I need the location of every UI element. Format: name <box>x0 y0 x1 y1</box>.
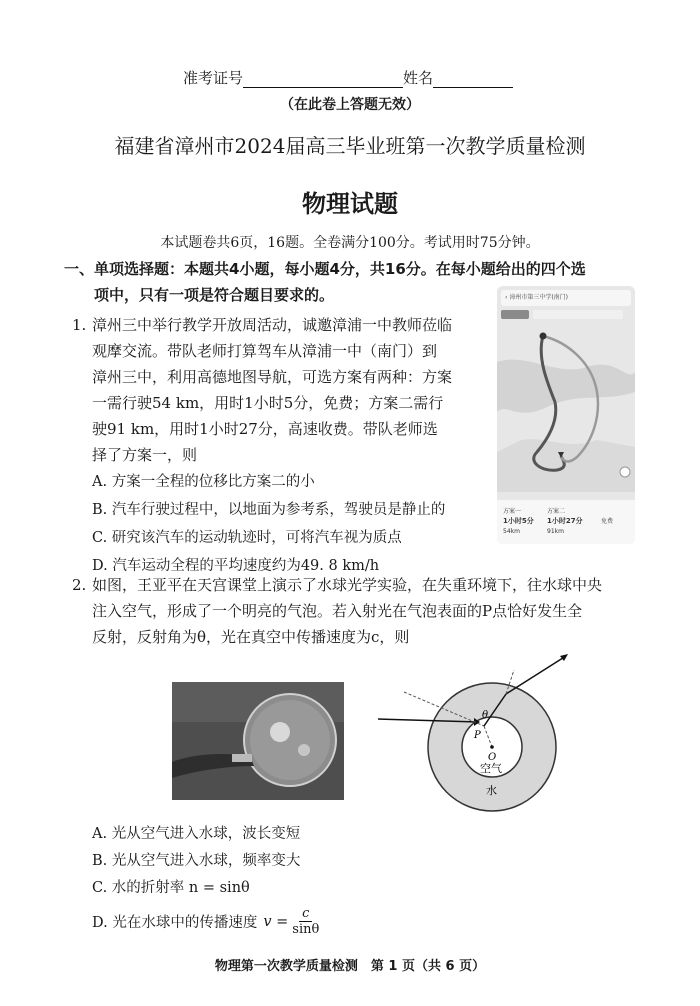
route-summary-panel <box>497 500 635 544</box>
name-label: 姓名 <box>403 69 434 87</box>
question-2-number: 2. <box>72 576 87 594</box>
q2-option-d-lhs: v = <box>263 913 289 930</box>
plan-1-label: 方案一 <box>503 508 522 515</box>
refracted-ray <box>506 656 566 694</box>
q1-option-b[interactable]: B. 汽车行驶过程中，以地面为参考系，驾驶员是静止的 <box>92 502 446 518</box>
q2-line: 反射，反射角为θ，光在真空中传播速度为c，则 <box>92 628 410 646</box>
plan-2-time[interactable]: 1小时27分 <box>547 517 583 525</box>
water-ball-photo-art <box>172 682 344 800</box>
q2-option-d[interactable] <box>92 906 319 937</box>
navigation-map-screenshot <box>497 286 635 544</box>
plan-2-label: 方案二 <box>547 508 566 515</box>
q1-option-d[interactable]: D. 汽车运动全程的平均速度约为49. 8 km/h <box>92 558 380 574</box>
plan-1-distance: 54km <box>503 528 520 535</box>
water-label: 水 <box>486 784 497 797</box>
angle-theta-label: θ <box>482 710 489 721</box>
section-heading-line1: 一、单项选择题：本题共4小题，每小题4分，共16分。在每小题给出的四个选 <box>64 260 586 278</box>
question-2-options <box>92 821 300 902</box>
map-region <box>497 360 635 413</box>
exam-title: 福建省漳州市2024届高三毕业班第一次教学质量检测 <box>114 134 586 158</box>
locate-icon[interactable] <box>620 467 630 477</box>
section-heading-line2: 项中，只有一项是符合题目要求的。 <box>94 286 335 304</box>
air-label: 空气 <box>480 762 502 775</box>
center-point-icon <box>490 745 494 749</box>
q1-line: 漳州三中，利用高德地图导航，可选方案有两种：方案 <box>92 368 453 386</box>
back-icon: ‹ <box>505 294 510 301</box>
start-marker-icon <box>540 333 547 340</box>
q2-option-b[interactable]: B. 光从空气进入水球，频率变大 <box>92 853 301 869</box>
fraction-numerator: c <box>299 906 312 922</box>
page-footer: 物理第一次教学质量检测 第 1 页（共 6 页） <box>214 959 486 974</box>
bubble-optics-diagram <box>374 648 574 816</box>
map-search-bar: ‹ 漳州市第三中学(南门) <box>501 290 631 306</box>
q2-line: 注入空气，形成了一个明亮的气泡。若入射光在气泡表面的P点恰好发生全 <box>92 602 583 620</box>
q1-option-a[interactable]: A. 方案一全程的位移比方案二的小 <box>92 474 315 490</box>
q1-line: 观摩交流。带队老师打算驾车从漳浦一中（南门）到 <box>92 342 438 360</box>
q1-line: 择了方案一，则 <box>92 446 198 464</box>
question-1-number: 1. <box>72 316 87 334</box>
question-2-stem <box>92 572 652 650</box>
point-p-label: P <box>474 730 481 741</box>
q1-line: 漳州三中举行教学开放周活动，诚邀漳浦一中教师莅临 <box>92 316 453 334</box>
answer-invalid-note: （在此卷上答题无效） <box>280 97 420 113</box>
candidate-info <box>183 67 513 88</box>
water-ball-photo <box>172 682 344 800</box>
q2-option-d-text: D. 光在水球中的传播速度 <box>92 915 258 931</box>
question-1-stem <box>92 312 492 468</box>
q1-option-c[interactable]: C. 研究该汽车的运动轨迹时，可将汽车视为质点 <box>92 530 402 546</box>
fraction-denominator: sinθ <box>292 922 320 937</box>
ticket-number-blank[interactable] <box>243 71 403 88</box>
ticket-number-label: 准考证号 <box>183 69 244 87</box>
map-mode-tabs <box>533 310 623 319</box>
subject-title: 物理试题 <box>302 189 398 218</box>
plan-1-fee: 免费 <box>601 518 614 525</box>
q1-line: 一需行驶54 km，用时1小时5分，免费；方案二需行 <box>92 394 444 412</box>
map-region <box>497 439 635 492</box>
q2-option-c[interactable]: C. 水的折射率 n = sinθ <box>92 880 250 896</box>
question-1-options <box>92 468 445 580</box>
map-mode-chip <box>501 310 529 319</box>
name-blank[interactable] <box>433 71 513 88</box>
refracted-ray-arrow-icon <box>560 654 568 661</box>
q2-option-d-fraction <box>292 906 319 937</box>
plan-1-time[interactable]: 1小时5分 <box>503 517 534 525</box>
q1-line: 驶91 km，用时1小时27分，高速收费。带队老师选 <box>92 420 438 438</box>
point-o-label: O <box>488 752 497 763</box>
map-route-canvas <box>497 322 635 492</box>
plan-2-distance: 91km <box>547 528 564 535</box>
q2-line: 如图，王亚平在天宫课堂上演示了水球光学实验，在失重环境下，往水球中央 <box>92 576 603 594</box>
q2-option-a[interactable]: A. 光从空气进入水球，波长变短 <box>92 826 301 842</box>
exam-intro: 本试题卷共6页，16题。全卷满分100分。考试用时75分钟。 <box>160 235 540 251</box>
